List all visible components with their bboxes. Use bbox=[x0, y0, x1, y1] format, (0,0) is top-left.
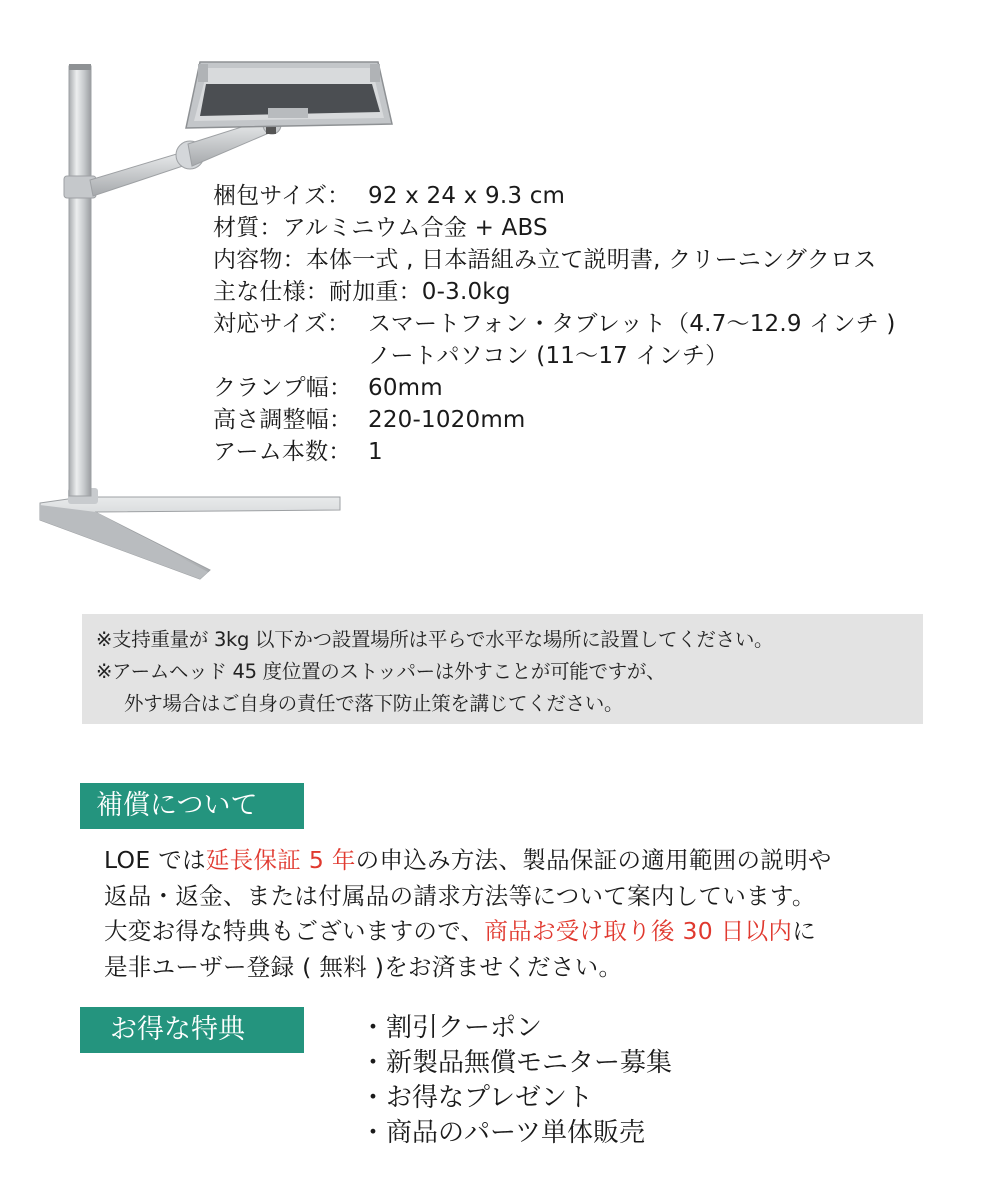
warranty-line-1 bbox=[104, 843, 964, 879]
spec-label: アーム本数： bbox=[213, 439, 352, 465]
spec-label: クランプ幅： bbox=[213, 375, 353, 401]
note-stopper-warning: 外す場合はご自身の責任で落下防止策を講じてください。 bbox=[124, 692, 624, 715]
spec-row-main-spec bbox=[213, 276, 983, 308]
spec-row-clamp-width bbox=[213, 372, 983, 404]
spec-label bbox=[213, 340, 368, 372]
warranty-heading: 補償について bbox=[80, 783, 304, 829]
spec-value: ノートパソコン (11〜17 インチ） bbox=[368, 343, 729, 369]
warranty-text: LOE では bbox=[104, 846, 206, 874]
spec-list bbox=[213, 180, 983, 468]
spec-label: 内容物： bbox=[213, 247, 306, 273]
spec-row-supported-size-laptop bbox=[213, 340, 983, 372]
spec-row-height-range bbox=[213, 404, 983, 436]
benefit-item-coupon: ・割引クーポン bbox=[360, 1013, 543, 1043]
note-stopper: ※アームヘッド 45 度位置のストッパーは外すことが可能ですが、 bbox=[96, 660, 666, 683]
spec-label: 梱包サイズ： bbox=[213, 183, 351, 209]
warranty-text: 大変お得な特典もございますので、 bbox=[104, 917, 485, 945]
spec-label: 材質： bbox=[213, 215, 283, 241]
warranty-highlight-deadline: 商品お受け取り後 30 日以内 bbox=[484, 917, 793, 945]
note-load-limit: ※支持重量が 3kg 以下かつ設置場所は平らで水平な場所に設置してください。 bbox=[96, 628, 774, 651]
spec-label: 高さ調整幅： bbox=[213, 407, 353, 433]
warranty-highlight-extended: 延長保証 5 年 bbox=[205, 846, 356, 874]
spec-label: 対応サイズ： bbox=[213, 311, 351, 337]
stand-pole bbox=[69, 66, 91, 496]
spec-row-material bbox=[213, 212, 983, 244]
benefit-item-present: ・お得なプレゼント bbox=[360, 1083, 593, 1113]
benefits-list bbox=[360, 1011, 672, 1151]
spec-row-contents bbox=[213, 244, 983, 276]
spec-row-supported-size bbox=[213, 308, 983, 340]
warranty-paragraph bbox=[104, 843, 964, 985]
stand-base bbox=[40, 488, 340, 579]
warranty-line-2: 返品・返金、または付属品の請求方法等について案内しています。 bbox=[104, 881, 816, 910]
spec-value: 92 x 24 x 9.3 cm bbox=[368, 183, 566, 209]
benefits-heading: お得な特典 bbox=[80, 1007, 304, 1053]
notes-box bbox=[82, 614, 923, 724]
spec-value: アルミニウム合金 + ABS bbox=[282, 215, 548, 241]
spec-row-arm-count bbox=[213, 436, 983, 468]
spec-value: 耐加重：0-3.0kg bbox=[329, 279, 511, 305]
benefit-item-parts: ・商品のパーツ単体販売 bbox=[360, 1118, 645, 1148]
spec-value: スマートフォン・タブレット（4.7〜12.9 インチ ) bbox=[368, 311, 896, 337]
spec-row-package-size bbox=[213, 180, 983, 212]
spec-value: 1 bbox=[368, 439, 383, 465]
warranty-text: の申込み方法、製品保証の適用範囲の説明や bbox=[355, 846, 832, 874]
warranty-line-3 bbox=[104, 914, 964, 950]
spec-value: 本体一式 , 日本語組み立て説明書, クリーニングクロス bbox=[305, 247, 877, 273]
warranty-line-4: 是非ユーザー登録 ( 無料 )をお済ませください。 bbox=[104, 952, 623, 981]
spec-value: 220-1020mm bbox=[368, 407, 526, 433]
spec-label: 主な仕様： bbox=[213, 279, 329, 305]
laptop-tray bbox=[186, 62, 392, 128]
warranty-text: に bbox=[792, 917, 816, 945]
benefit-item-monitor: ・新製品無償モニター募集 bbox=[360, 1048, 673, 1078]
spec-value: 60mm bbox=[368, 375, 443, 401]
